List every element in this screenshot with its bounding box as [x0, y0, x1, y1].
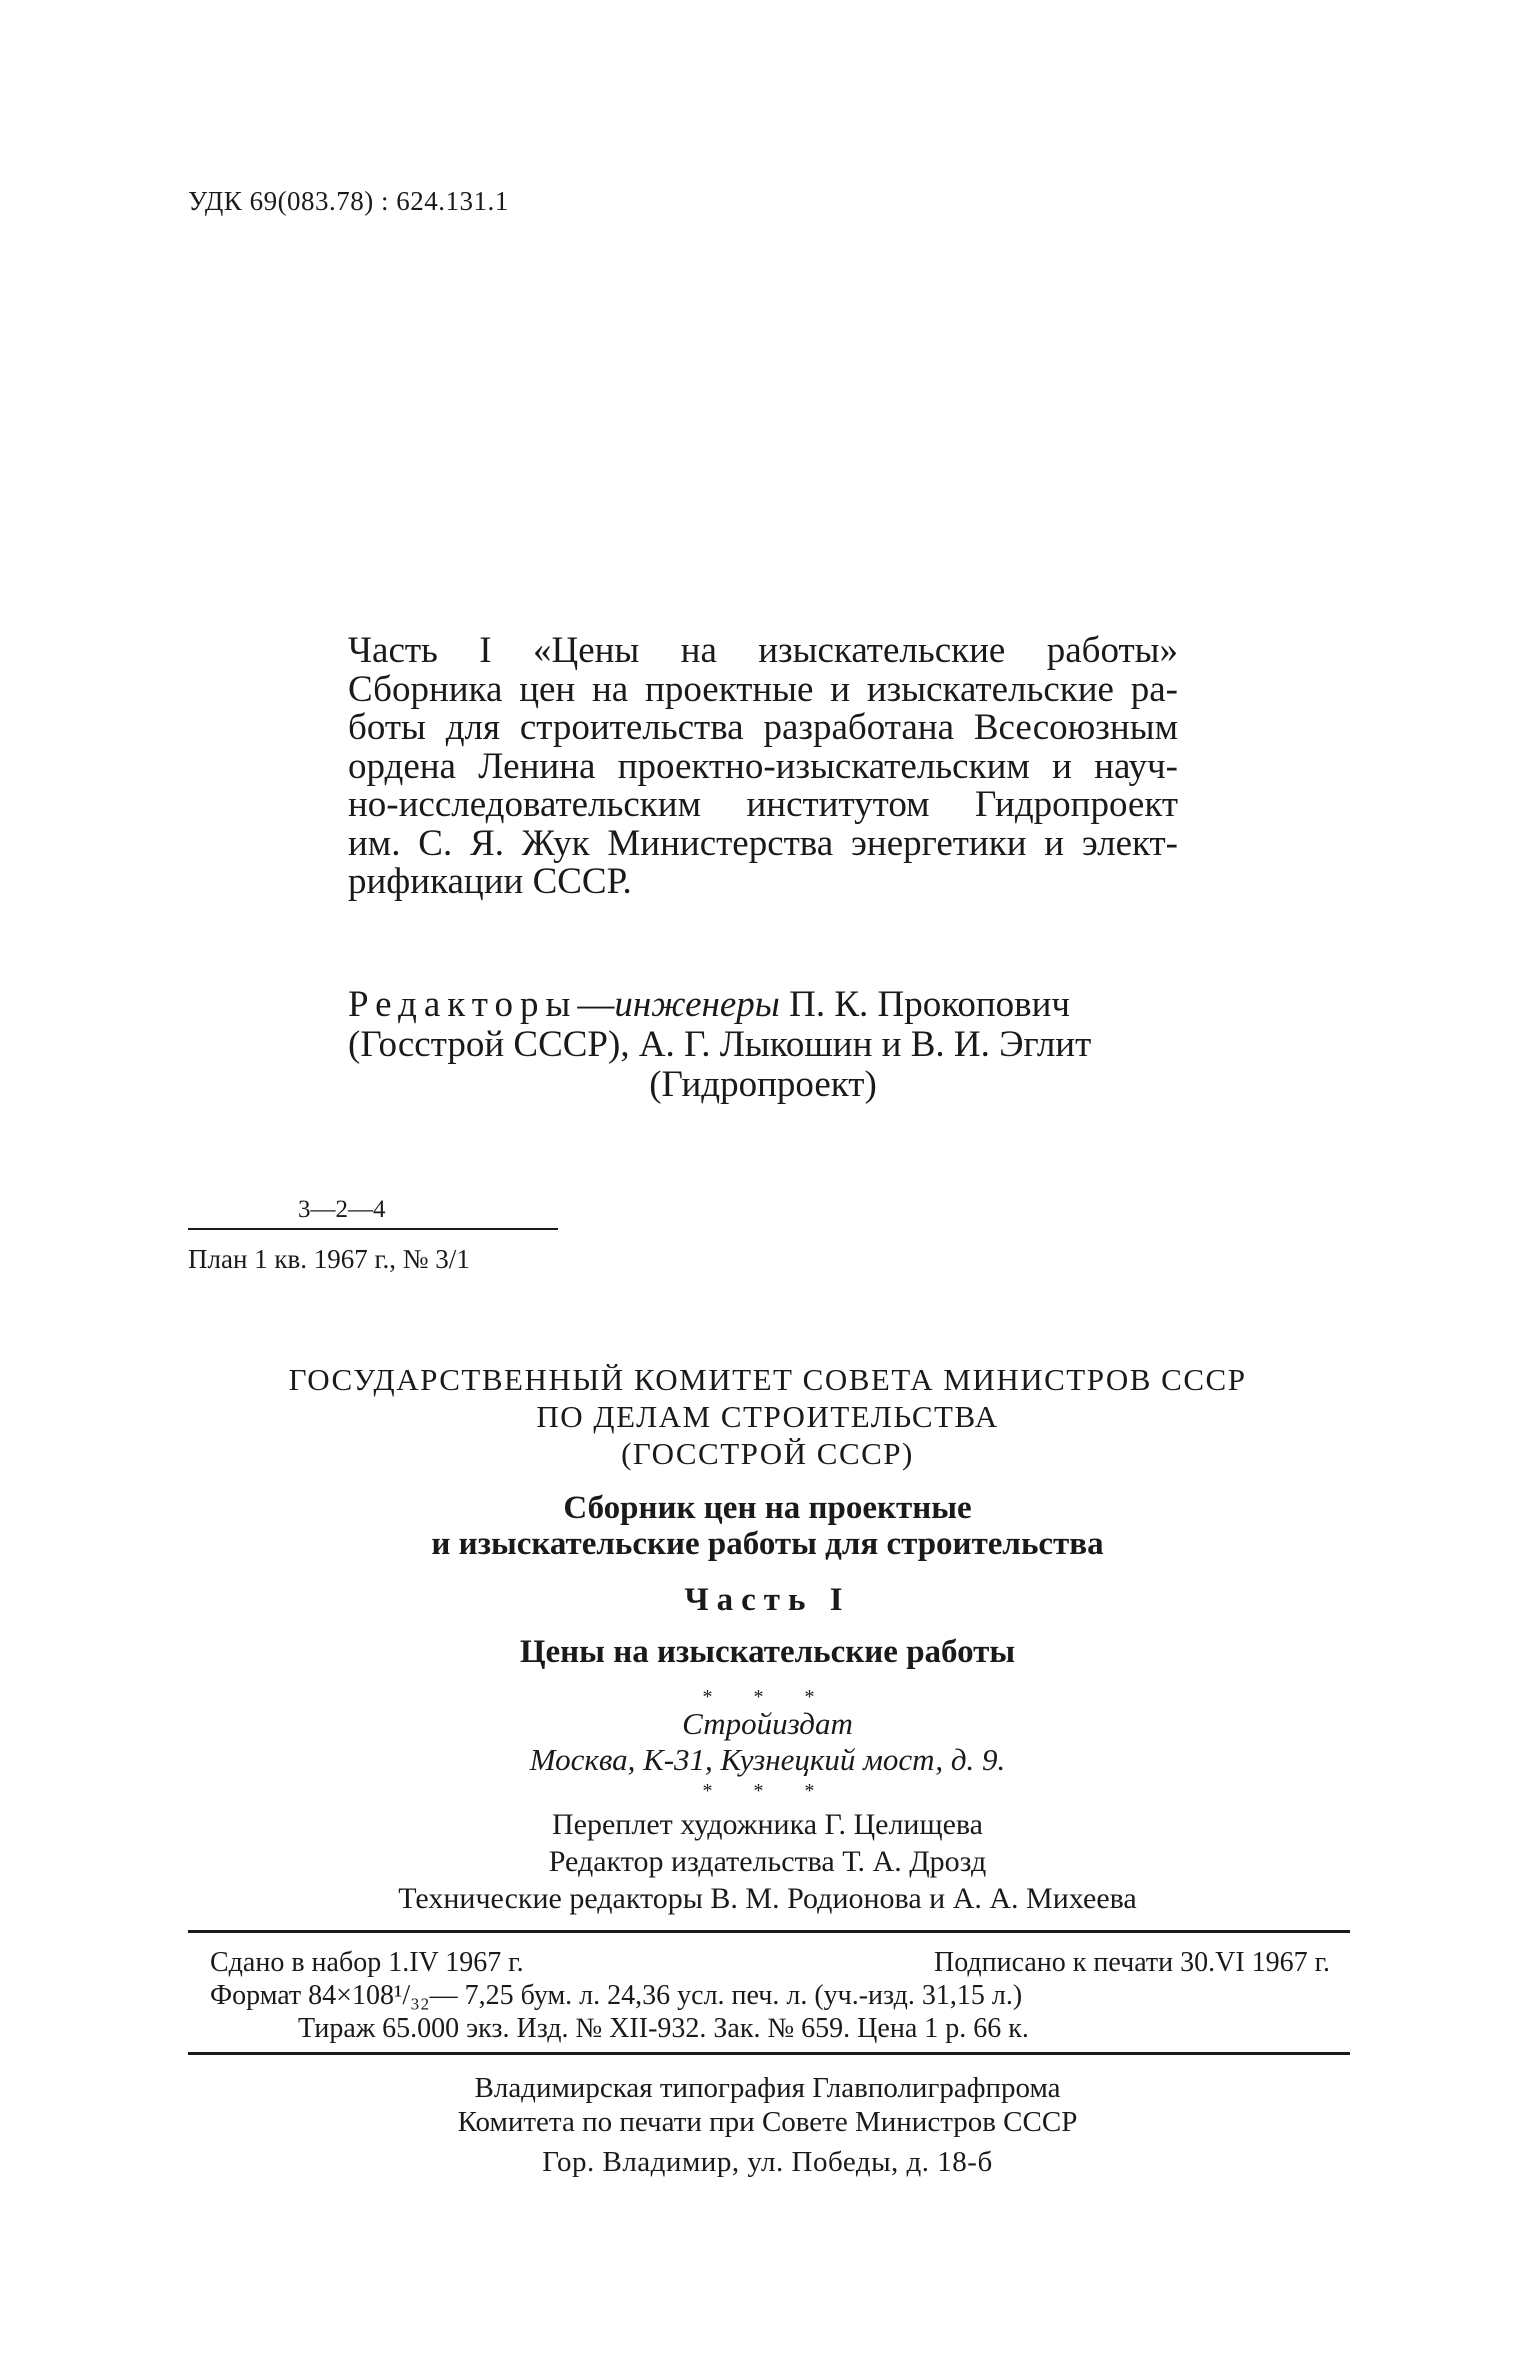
- imprint-divider-top: [188, 1930, 1350, 1933]
- credit-editor: Редактор издательства Т. А. Дрозд: [548, 1845, 987, 1878]
- annotation-paragraph: [348, 632, 1178, 902]
- publisher-name: Стройиздат: [682, 1706, 853, 1741]
- organization-line-1: ГОСУДАРСТВЕННЫЙ КОМИТЕТ СОВЕТА МИНИСТРОВ СССР: [288, 1362, 1247, 1397]
- annotation-line: Часть I «Цены на изыскательские работы»: [348, 630, 1178, 671]
- book-title-line-1: Сборник цен на проектные: [563, 1490, 972, 1526]
- printer-line-2: Комитета по печати при Совете Министров СССР: [457, 2106, 1078, 2138]
- annotation-line: им. С. Я. Жук Министерства энергетики и элект-: [348, 822, 1178, 864]
- editors-label: Редакторы: [348, 984, 578, 1025]
- book-part: Часть I: [684, 1582, 851, 1618]
- editors-line-2: (Госстрой СССР), А. Г. Лыкошин и В. И. Эглит: [348, 1024, 1092, 1065]
- annotation-line: Сборника цен на проектные и изыскательские ра-: [348, 668, 1178, 710]
- publisher-address: Москва, К-31, Кузнецкий мост, д. 9.: [529, 1742, 1006, 1777]
- imprint-typeset-date: Сдано в набор 1.IV 1967 г.: [210, 1947, 524, 1978]
- annotation-line: рификации СССР.: [348, 861, 632, 902]
- annotation-line: но-исследовательским институтом Гидропроект: [348, 784, 1178, 825]
- plan-line: План 1 кв. 1967 г., № 3/1: [188, 1244, 470, 1274]
- imprint-row-3: Тираж 65.000 экз. Изд. № XII-932. Зак. № 659. Цена 1 р. 66 к.: [298, 2013, 1029, 2044]
- imprint-row-1: [210, 1946, 1330, 1979]
- plan-code: 3—2—4: [298, 1196, 386, 1223]
- plan-divider: [188, 1228, 558, 1230]
- udk-code: УДК 69(083.78) : 624.131.1: [188, 186, 509, 216]
- organization-line-2: ПО ДЕЛАМ СТРОИТЕЛЬСТВА: [536, 1399, 999, 1434]
- imprint-block: [210, 1946, 1330, 2045]
- stars-divider: * * *: [702, 1686, 833, 1708]
- editors-line-1: Редакторы—инженеры П. К. Прокопович: [348, 984, 1071, 1025]
- annotation-line: боты для строительства разработана Всесоюзным: [348, 707, 1178, 748]
- organization-line-3: (ГОССТРОЙ СССР): [621, 1436, 914, 1471]
- editors-names-1: П. К. Прокопович: [789, 984, 1071, 1025]
- imprint-row-2: Формат 84×108¹/₃₂— 7,25 бум. л. 24,36 усл. печ. л. (уч.-изд. 31,15 л.): [210, 1980, 1023, 2011]
- stars-divider: * * *: [702, 1780, 833, 1802]
- book-title-line-2: и изыскательские работы для строительства: [431, 1526, 1104, 1562]
- book-subtitle: Цены на изыскательские работы: [519, 1634, 1016, 1670]
- editors-line-3: (Гидропроект): [649, 1064, 877, 1105]
- imprint-divider-bottom: [188, 2052, 1350, 2055]
- printer-line-3: Гор. Владимир, ул. Победы, д. 18-б: [542, 2146, 993, 2178]
- credit-cover-artist: Переплет художника Г. Целищева: [552, 1808, 983, 1841]
- annotation-line: ордена Ленина проектно-изыскательским и науч-: [348, 745, 1178, 787]
- editors-role: инженеры: [614, 984, 780, 1025]
- editors-block: [348, 985, 1178, 1105]
- imprint-signed-date: Подписано к печати 30.VI 1967 г.: [933, 1947, 1330, 1978]
- credit-tech-editors: Технические редакторы В. М. Родионова и А. А. Михеева: [398, 1882, 1137, 1915]
- printer-line-1: Владимирская типография Главполиграфпрома: [474, 2072, 1061, 2104]
